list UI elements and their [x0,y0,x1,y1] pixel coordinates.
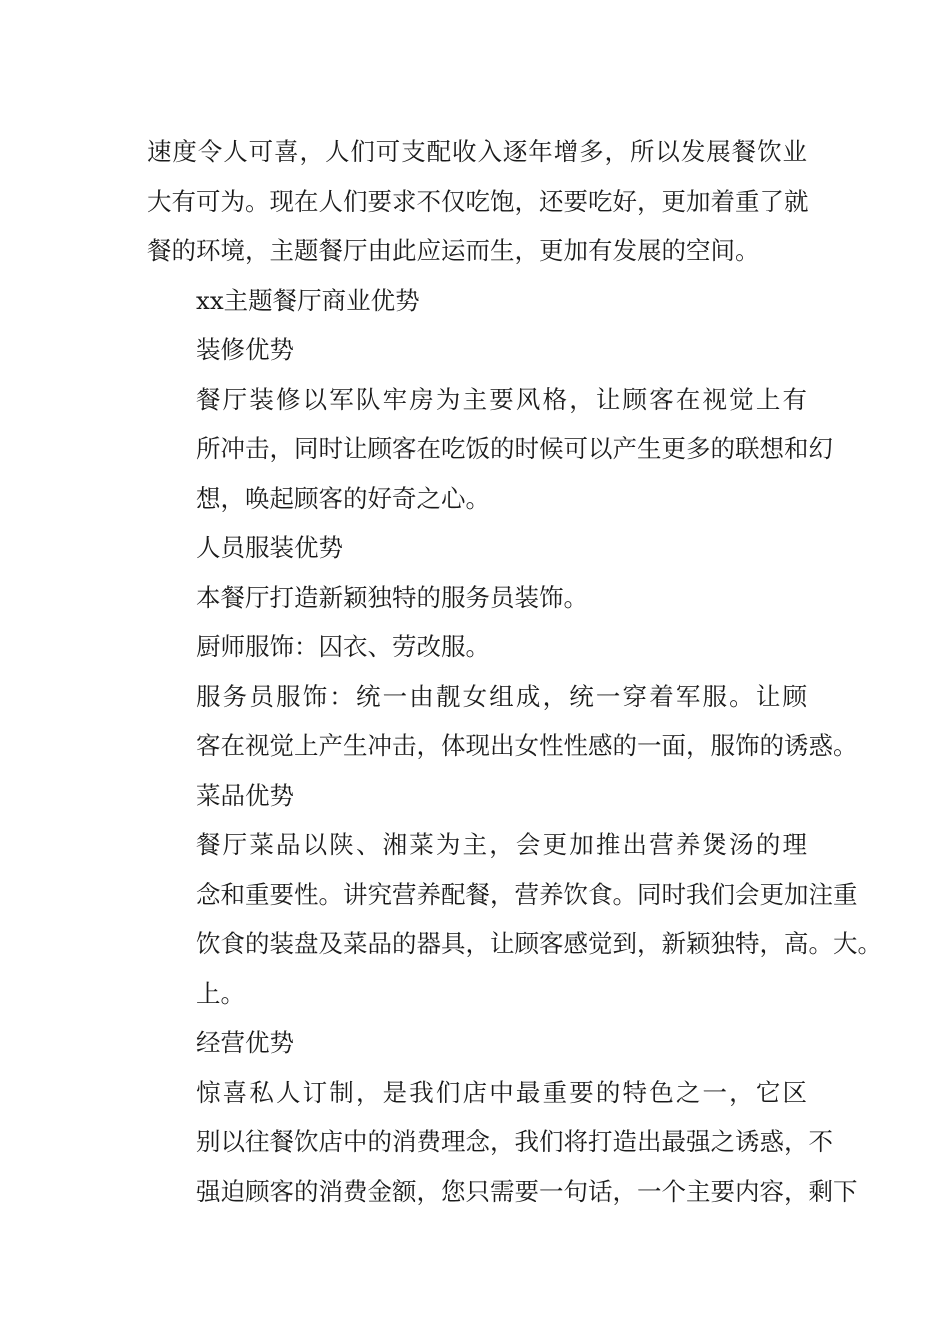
text-line: 上。 [196,978,245,1008]
text-line: 餐的环境，主题餐厅由此应运而生，更加有发展的空间。 [147,236,760,265]
text-line: 饮食的装盘及菜品的器具，让顾客感觉到，新颖独特，高。大。 [196,929,882,958]
text-line: 强迫顾客的消费金额，您只需要一句话，一个主要内容，剩下 [196,1176,858,1206]
text-line: xx主题餐厅商业优势 [196,285,420,315]
text-line: 惊喜私人订制，是我们店中最重要的特色之一，它区 [196,1077,807,1107]
text-line: 想，唤起顾客的好奇之心。 [196,483,490,513]
text-line: 念和重要性。讲究营养配餐，营养饮食。同时我们会更加注重 [196,879,858,909]
paragraph-p10 [147,820,882,1018]
text-line: 别以往餐饮店中的消费理念，我们将打造出最强之诱惑，不 [196,1127,833,1156]
document-body [147,127,882,1216]
text-line: 餐厅菜品以陕、湘菜为主，会更加推出营养煲汤的理 [196,830,807,859]
paragraph-p1 [147,127,807,276]
paragraph-p11 [147,1018,807,1068]
text-line: 客在视觉上产生冲击，体现出女性性感的一面，服饰的诱惑。 [196,731,858,760]
text-line: 厨师服饰：囚衣、劳改服。 [196,632,490,661]
paragraph-p12 [147,1068,858,1217]
paragraph-p4 [147,375,833,524]
paragraph-p8 [147,672,858,771]
text-line: 大有可为。现在人们要求不仅吃饱，还要吃好，更加着重了就 [147,186,809,216]
paragraph-p3 [147,325,807,375]
text-line: 菜品优势 [196,780,294,810]
text-line: 服务员服饰：统一由靓女组成，统一穿着军服。让顾 [196,681,807,711]
paragraph-p5 [147,523,807,573]
text-line: 经营优势 [196,1028,294,1057]
text-line: 人员服装优势 [196,533,343,562]
paragraph-p9 [147,771,807,821]
text-line: 本餐厅打造新颖独特的服务员装饰。 [196,582,588,612]
text-line: 速度令人可喜，人们可支配收入逐年增多，所以发展餐饮业 [147,137,807,166]
paragraph-p2 [147,276,807,326]
paragraph-p6 [147,573,807,623]
text-line: 餐厅装修以军队牢房为主要风格，让顾客在视觉上有 [196,384,807,414]
text-line: 所冲击，同时让顾客在吃饭的时候可以产生更多的联想和幻 [196,434,833,463]
paragraph-p7 [147,622,807,672]
text-line: 装修优势 [196,335,294,364]
